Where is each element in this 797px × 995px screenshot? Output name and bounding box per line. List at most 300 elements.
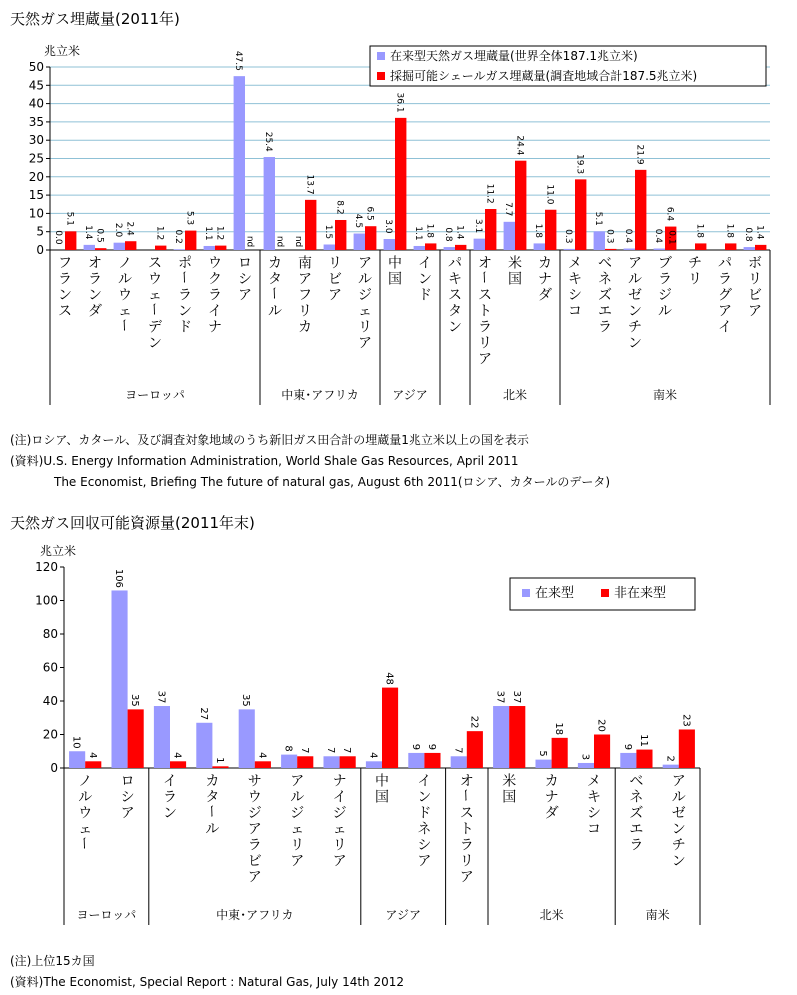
c1-data-label: 5.1 (593, 211, 604, 226)
c2-data-label: 37 (510, 690, 522, 704)
c1-data-label: 6.4 (664, 206, 675, 222)
svg-text:ー: ー (145, 302, 162, 317)
svg-text:ウ: ウ (208, 255, 222, 272)
svg-text:ナ: ナ (208, 319, 222, 336)
svg-text:ウ: ウ (78, 805, 93, 822)
c2-data-label: 3 (579, 753, 591, 761)
svg-text:ズ: ズ (598, 287, 612, 304)
c2-bar-1 (408, 753, 424, 768)
chart1-title: 天然ガス埋蔵量(2011年) (10, 10, 180, 28)
c2-ytick-label: 20 (42, 727, 58, 742)
c1-data-label: nd (244, 235, 255, 248)
c1-data-label: 1.2 (214, 225, 225, 241)
c2-category-label (587, 773, 601, 837)
c1-ytick-label: 50 (28, 60, 44, 74)
svg-text:ラ: ラ (629, 837, 644, 854)
svg-text:リ: リ (328, 255, 342, 272)
c1-data-label: 13.7 (304, 174, 315, 195)
svg-text:ボ: ボ (748, 255, 762, 272)
c2-bar-1 (281, 755, 297, 768)
c1-data-label: nd (293, 235, 304, 248)
svg-text:ネ: ネ (598, 271, 612, 288)
c2-bar-1 (578, 763, 594, 768)
c1-data-label: 0.8 (443, 227, 454, 242)
svg-text:ェ: ェ (332, 821, 347, 838)
c1-data-label: 1.8 (533, 223, 544, 239)
svg-text:イ: イ (417, 773, 432, 790)
svg-text:ー: ー (457, 788, 474, 803)
c1-ytick-label: 0 (36, 243, 44, 257)
c2-data-label: 7 (452, 747, 464, 754)
svg-text:南: 南 (298, 255, 312, 272)
c2-group-label: 南米 (645, 908, 670, 922)
svg-text:ン: ン (148, 335, 162, 352)
c2-data-label: 8 (282, 745, 294, 752)
svg-text:ア: ア (478, 351, 492, 368)
svg-text:ゼ: ゼ (628, 287, 642, 304)
svg-text:ジ: ジ (290, 805, 305, 822)
svg-text:シ: シ (587, 805, 601, 822)
c2-bar-1 (535, 760, 551, 768)
svg-text:ラ: ラ (88, 271, 102, 288)
c1-data-label: 5.3 (184, 210, 195, 226)
c2-data-label: 18 (553, 722, 565, 736)
svg-text:ラ: ラ (459, 837, 474, 854)
svg-text:ン: ン (163, 805, 177, 822)
svg-text:イ: イ (418, 255, 432, 272)
c2-category-label (502, 772, 516, 805)
c2-bar-2 (509, 706, 525, 768)
svg-text:イ: イ (208, 303, 222, 320)
c2-bar-2 (170, 761, 186, 768)
svg-text:タ: タ (205, 789, 220, 806)
c2-category-label (375, 772, 389, 805)
c1-data-label: 0.2 (173, 229, 184, 244)
c2-category-label (290, 773, 304, 869)
c1-data-label: 1.8 (724, 223, 735, 239)
svg-text:ア: ア (120, 805, 135, 822)
svg-text:ア: ア (247, 869, 262, 886)
svg-text:ト: ト (459, 821, 474, 838)
c2-ytick-label: 100 (35, 593, 58, 608)
svg-text:ゼ: ゼ (671, 805, 686, 822)
svg-text:ア: ア (298, 271, 312, 288)
svg-text:イ: イ (163, 773, 177, 790)
c1-data-label: nd (274, 235, 285, 248)
svg-text:ー: ー (265, 286, 282, 301)
svg-text:ラ: ラ (247, 837, 262, 854)
svg-text:ジ: ジ (658, 287, 672, 304)
c2-ytick-label: 0 (50, 761, 58, 775)
c2-data-label: 4 (256, 752, 268, 759)
svg-text:ア: ア (247, 821, 262, 838)
c2-ytick-label: 60 (42, 660, 58, 675)
svg-text:ジ: ジ (358, 287, 372, 304)
c1-data-label: 11.0 (544, 184, 555, 205)
chart2-note-1: (注)上位15カ国 (10, 954, 95, 968)
svg-text:ー: ー (475, 270, 492, 285)
svg-text:ラ: ラ (178, 287, 192, 304)
c2-category-label (76, 773, 93, 850)
svg-text:ベ: ベ (629, 773, 644, 790)
svg-text:カ: カ (205, 773, 220, 790)
c2-bar-2 (594, 735, 610, 769)
c2-group-label: ヨーロッパ (76, 908, 137, 922)
c1-data-label: 21.9 (634, 144, 645, 165)
svg-text:ビ: ビ (247, 853, 262, 870)
c2-category-label (672, 773, 686, 869)
svg-text:ラ: ラ (598, 319, 612, 336)
c1-data-label: 1.5 (323, 224, 334, 240)
svg-text:ズ: ズ (629, 805, 644, 822)
svg-text:ア: ア (628, 255, 642, 272)
svg-text:ブ: ブ (658, 255, 672, 272)
svg-text:ナ: ナ (538, 271, 552, 288)
c1-data-label: 36.1 (394, 92, 405, 113)
svg-text:ア: ア (358, 335, 372, 352)
svg-text:ェ: ェ (290, 821, 305, 838)
svg-text:ェ: ェ (78, 821, 93, 838)
svg-text:ラ: ラ (478, 319, 492, 336)
c1-legend-label-2: 採掘可能シェールガス埋蔵量(調査地域合計187.5兆立米) (390, 69, 698, 83)
c2-category-label (203, 773, 220, 837)
svg-text:オ: オ (88, 255, 102, 272)
svg-text:ー: ー (115, 318, 132, 333)
c1-data-label: 5.1 (64, 211, 75, 226)
svg-text:国: 国 (502, 789, 517, 806)
svg-text:国: 国 (375, 789, 389, 806)
svg-text:チ: チ (671, 837, 686, 854)
c1-ytick-label: 35 (28, 114, 44, 129)
svg-text:ン: ン (671, 853, 686, 870)
c2-legend-swatch-2 (601, 589, 609, 597)
svg-text:ジ: ジ (247, 805, 262, 822)
svg-text:国: 国 (508, 271, 522, 288)
c1-ytick-label: 45 (28, 78, 44, 93)
svg-text:イ: イ (718, 319, 732, 336)
svg-text:ネ: ネ (417, 821, 432, 838)
c2-bar-2 (297, 756, 313, 768)
svg-text:タ: タ (268, 271, 282, 288)
c2-data-label: 10 (70, 735, 82, 749)
c1-data-label: 0.3 (563, 229, 574, 244)
c2-data-label: 2 (664, 755, 676, 762)
c2-group-label: アジア (385, 908, 421, 922)
chart2-title: 天然ガス回収可能資源量(2011年末) (10, 514, 255, 532)
c2-bar-1 (69, 751, 85, 768)
svg-text:リ: リ (748, 271, 762, 288)
svg-text:ン: ン (628, 335, 642, 352)
svg-text:ベ: ベ (598, 255, 612, 272)
chart2-unit: 兆立米 (40, 544, 77, 558)
c1-data-label: 1.8 (424, 223, 435, 239)
c2-data-label: 27 (197, 707, 209, 721)
c2-data-label: 35 (240, 693, 252, 707)
c2-data-label: 48 (383, 672, 395, 685)
svg-text:ン: ン (88, 287, 102, 304)
c2-data-label: 4 (171, 752, 183, 759)
svg-text:ア: ア (290, 773, 305, 790)
svg-text:リ: リ (358, 319, 372, 336)
svg-text:中: 中 (375, 773, 389, 790)
c2-data-label: 106 (113, 568, 125, 588)
svg-text:オ: オ (459, 773, 474, 790)
c1-data-label: 24.4 (514, 135, 525, 156)
c2-bar-2 (212, 766, 228, 768)
c1-data-label: 2.0 (113, 222, 124, 238)
c1-data-label: 1.4 (83, 225, 94, 240)
svg-text:カ: カ (538, 255, 552, 272)
svg-text:ア: ア (238, 287, 252, 304)
svg-text:ラ: ラ (58, 271, 72, 288)
svg-text:ン: ン (671, 821, 686, 838)
c2-data-label: 1 (213, 757, 225, 764)
c2-data-label: 37 (494, 690, 506, 704)
svg-text:ス: ス (58, 303, 72, 320)
chart1-unit: 兆立米 (44, 44, 81, 58)
c2-bar-2 (424, 753, 440, 768)
c1-data-label: 4.5 (353, 213, 364, 229)
c2-category-label (163, 773, 177, 821)
svg-text:シ: シ (238, 271, 252, 288)
svg-text:ウ: ウ (247, 789, 262, 806)
c2-data-label: 22 (468, 715, 480, 729)
c2-group-label: 北米 (539, 908, 564, 922)
svg-text:ア: ア (459, 869, 474, 886)
c2-category-label (417, 773, 431, 869)
c1-data-label: 3.1 (473, 218, 484, 234)
svg-text:リ: リ (332, 837, 347, 854)
svg-text:ド: ド (178, 319, 192, 336)
svg-text:ェ: ェ (148, 287, 162, 304)
c1-ytick-label: 15 (28, 188, 44, 203)
svg-text:カ: カ (268, 255, 282, 272)
c2-data-label: 23 (680, 714, 692, 727)
c2-data-label: 37 (155, 690, 167, 704)
svg-text:メ: メ (568, 255, 582, 272)
svg-text:ル: ル (205, 821, 220, 838)
c2-data-label: 7 (298, 747, 310, 754)
c2-bar-1 (154, 706, 170, 768)
c2-bar-2 (467, 731, 483, 768)
c2-data-label: 9 (409, 743, 421, 751)
svg-text:ェ: ェ (358, 303, 372, 320)
svg-text:ウ: ウ (118, 287, 132, 304)
c1-group-label: ヨーロッパ (125, 388, 185, 402)
svg-text:ル: ル (268, 303, 282, 320)
svg-text:ア: ア (332, 853, 347, 870)
svg-text:ナ: ナ (544, 789, 559, 806)
c1-ytick-label: 20 (28, 169, 44, 184)
svg-text:ス: ス (448, 287, 462, 304)
svg-text:ラ: ラ (658, 271, 672, 288)
svg-text:コ: コ (568, 303, 582, 320)
c1-data-label: 25.4 (263, 131, 274, 152)
c1-ytick-label: 25 (28, 151, 44, 166)
c2-data-label: 5 (537, 750, 549, 757)
svg-text:米: 米 (502, 773, 517, 790)
c2-bar-2 (340, 756, 356, 768)
svg-text:ノ: ノ (78, 773, 93, 790)
svg-text:リ: リ (298, 303, 312, 320)
c2-data-label: 4 (86, 752, 98, 759)
c2-bar-1 (620, 753, 636, 768)
svg-text:ラ: ラ (208, 287, 222, 304)
svg-text:フ: フ (58, 255, 72, 272)
svg-text:オ: オ (478, 255, 492, 272)
c2-ytick-label: 40 (42, 694, 58, 708)
c1-legend-label-1: 在来型天然ガス埋蔵量(世界全体187.1兆立米) (390, 49, 638, 63)
svg-text:ル: ル (658, 303, 672, 320)
c2-bar-1 (663, 765, 679, 768)
c1-data-label: 0.0 (53, 230, 64, 245)
svg-text:ダ: ダ (538, 287, 552, 304)
c1-ytick-label: 40 (28, 96, 44, 111)
c1-group-label: 南米 (652, 388, 678, 402)
c2-bar-2 (85, 761, 101, 768)
svg-text:ン: ン (58, 287, 72, 304)
svg-text:ル: ル (78, 789, 93, 806)
c2-bar-1 (196, 723, 212, 768)
svg-text:ア: ア (290, 853, 305, 870)
svg-text:ネ: ネ (629, 789, 644, 806)
svg-text:ド: ド (418, 287, 432, 304)
c1-data-label: 0.8 (743, 227, 754, 242)
svg-text:ビ: ビ (748, 287, 762, 304)
svg-text:ス: ス (478, 287, 492, 304)
c2-data-label: 7 (341, 747, 353, 754)
svg-text:コ: コ (587, 821, 601, 838)
c1-data-label: 1.1 (413, 226, 424, 241)
svg-text:ド: ド (417, 805, 432, 822)
c1-data-label: 3.0 (383, 219, 394, 234)
svg-text:米: 米 (508, 255, 522, 272)
svg-text:デ: デ (148, 319, 162, 336)
c2-data-label: 9 (621, 743, 633, 751)
svg-text:ラ: ラ (163, 789, 177, 806)
c2-legend-swatch-1 (522, 589, 530, 597)
c1-ytick-label: 5 (36, 224, 44, 239)
svg-text:ク: ク (208, 271, 222, 288)
c2-bar-2 (679, 729, 695, 768)
svg-text:ナ: ナ (332, 773, 347, 790)
c2-bar-1 (493, 706, 509, 768)
c1-data-label: 7.7 (503, 202, 514, 217)
svg-text:リ: リ (478, 335, 492, 352)
c2-category-label (545, 773, 559, 821)
c2-bar-2 (636, 750, 652, 768)
svg-text:シ: シ (120, 789, 135, 806)
c1-group-label: アジア (392, 388, 428, 402)
c2-bar-2 (382, 688, 398, 768)
svg-text:ル: ル (118, 271, 132, 288)
svg-text:イ: イ (332, 789, 347, 806)
c2-ytick-label: 80 (42, 627, 58, 641)
svg-text:グ: グ (718, 287, 732, 304)
c1-data-label: 1.1 (203, 226, 214, 241)
svg-text:キ: キ (587, 789, 601, 806)
c1-group-label: 中東･アフリカ (281, 388, 359, 402)
c1-data-label: 1.4 (754, 225, 765, 240)
svg-text:ビ: ビ (328, 271, 342, 288)
svg-text:ル: ル (671, 789, 686, 806)
svg-text:チ: チ (688, 255, 702, 272)
c2-data-label: 9 (425, 743, 437, 751)
svg-text:タ: タ (448, 303, 462, 320)
svg-text:リ: リ (459, 853, 474, 870)
c2-bar-2 (552, 738, 568, 768)
c1-data-label: 0.5 (94, 228, 105, 243)
c2-data-label: 20 (595, 719, 607, 732)
svg-text:ジ: ジ (332, 805, 347, 822)
chart1-source-1: (資料)U.S. Energy Information Administration, World Shale Gas Resources, April 2011 (10, 454, 519, 468)
c1-data-label: 1.2 (154, 225, 165, 241)
c2-bar-2 (128, 709, 144, 768)
c2-bar-1 (111, 590, 127, 768)
svg-text:キ: キ (568, 271, 582, 288)
svg-text:ラ: ラ (718, 271, 732, 288)
svg-text:ル: ル (628, 271, 642, 288)
c1-data-label: 8.2 (334, 200, 345, 215)
c2-bar-1 (366, 761, 382, 768)
chart1-source-2: The Economist, Briefing The future of natural gas, August 6th 2011(ロシア、カタールのデータ) (54, 475, 611, 489)
svg-text:リ: リ (688, 271, 702, 288)
svg-text:フ: フ (298, 287, 312, 304)
c2-data-label: 7 (325, 747, 337, 754)
svg-text:ア: ア (671, 773, 686, 790)
chart1-note-1: (注)ロシア、カタール、及び調査対象地域のうち新旧ガス田合計の埋蔵量1兆立米以上の国を表示 (10, 433, 529, 447)
svg-text:ン: ン (417, 789, 432, 806)
c2-data-label: 11 (637, 734, 649, 747)
svg-text:ン: ン (178, 303, 192, 320)
svg-text:ダ: ダ (88, 303, 102, 320)
c2-bar-2 (255, 761, 271, 768)
c2-bar-1 (451, 756, 467, 768)
c2-data-label: 35 (129, 693, 141, 707)
svg-text:ー: ー (175, 270, 192, 285)
svg-text:ス: ス (148, 255, 162, 272)
svg-text:ー: ー (202, 804, 219, 819)
svg-text:カ: カ (544, 773, 559, 790)
svg-text:ポ: ポ (178, 255, 192, 272)
chart2-source-1: (資料)The Economist, Special Report : Natural Gas, July 14th 2012 (10, 975, 405, 989)
svg-text:エ: エ (629, 821, 644, 838)
c2-category-label (248, 773, 262, 885)
c1-ytick-label: 30 (28, 133, 44, 148)
c1-data-label: 1.4 (454, 225, 465, 240)
svg-text:国: 国 (388, 271, 402, 288)
c2-bar-1 (323, 756, 339, 768)
svg-text:ロ: ロ (120, 773, 135, 790)
c1-data-label: 1.8 (694, 223, 705, 239)
svg-text:ノ: ノ (118, 255, 132, 272)
c1-data-label: 0.4 (653, 228, 664, 244)
c2-category-label (121, 773, 135, 821)
c2-data-label: 4 (367, 752, 379, 759)
c1-data-label: 2.4 (124, 221, 135, 236)
svg-text:サ: サ (247, 773, 262, 790)
svg-text:ア: ア (417, 853, 432, 870)
svg-text:ェ: ェ (118, 303, 132, 320)
svg-text:ア: ア (748, 303, 762, 320)
c1-data-label: 11.2 (484, 183, 495, 204)
svg-text:ス: ス (459, 805, 474, 822)
svg-text:ア: ア (718, 303, 732, 320)
c2-ytick-label: 120 (35, 560, 58, 574)
svg-text:ト: ト (478, 303, 492, 320)
c2-category-label (629, 773, 643, 853)
svg-text:ロ: ロ (238, 255, 252, 272)
